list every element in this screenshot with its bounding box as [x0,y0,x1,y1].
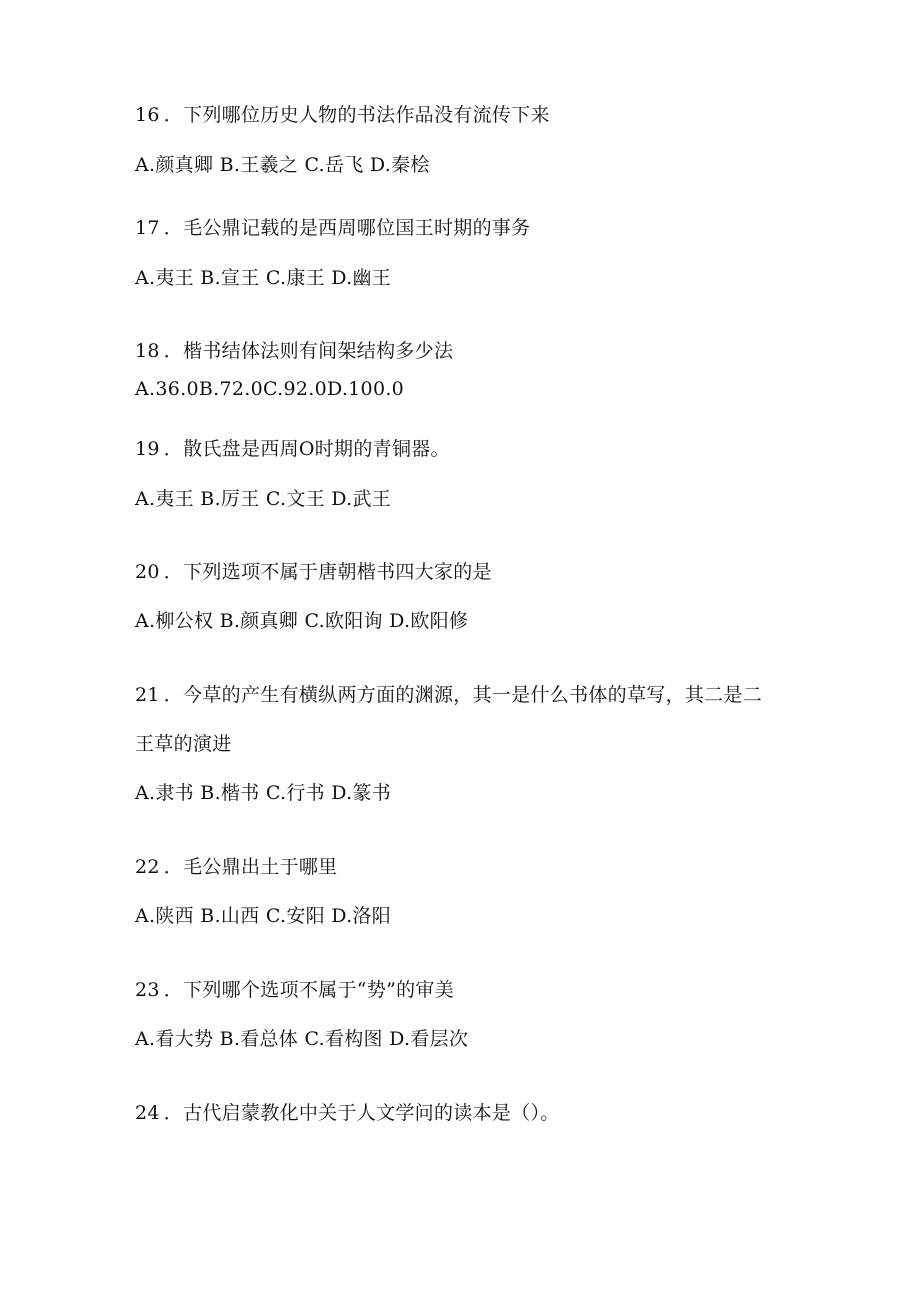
question-number: 24 [135,1102,160,1124]
question-text: ．散氏盘是西周O时期的青铜器。 [163,438,450,460]
question-17 [135,216,530,240]
question-number: 19 [135,438,160,460]
options-16: A.颜真卿 B.王羲之 C.岳飞 D.秦桧 [135,154,430,176]
question-number: 22 [135,856,160,878]
question-text: ．古代启蒙教化中关于人文学问的读本是（）。 [163,1102,560,1124]
question-number: 17 [135,217,160,239]
question-23 [135,978,454,1002]
question-number: 18 [135,340,160,362]
options-21: A.隶书 B.楷书 C.行书 D.篆书 [135,782,392,804]
question-22 [135,855,337,879]
question-24 [135,1101,560,1125]
question-number: 20 [135,561,160,583]
options-18: A.36.0B.72.0C.92.0D.100.0 [135,378,405,400]
question-text: ．下列哪个选项不属于“势”的审美 [163,979,455,1001]
options-23: A.看大势 B.看总体 C.看构图 D.看层次 [135,1028,469,1050]
options-22: A.陕西 B.山西 C.安阳 D.洛阳 [135,905,392,927]
question-19 [135,437,450,461]
question-number: 23 [135,979,160,1001]
options-20: A.柳公权 B.颜真卿 C.欧阳询 D.欧阳修 [135,610,469,632]
question-21 [135,683,762,707]
options-19: A.夷王 B.厉王 C.文王 D.武王 [135,488,392,510]
question-16 [135,103,550,127]
question-text: ．毛公鼎出土于哪里 [163,856,338,878]
question-number: 16 [135,104,160,126]
question-text: ．楷书结体法则有间架结构多少法 [163,340,454,362]
question-text: ．毛公鼎记载的是西周哪位国王时期的事务 [163,217,531,239]
question-21-continued: 王草的演进 [135,733,232,755]
question-text: ．下列选项不属于唐朝楷书四大家的是 [163,561,492,583]
question-20 [135,560,492,584]
options-17: A.夷王 B.宣王 C.康王 D.幽王 [135,267,392,289]
question-number: 21 [135,684,160,706]
question-18 [135,339,453,363]
question-text: ．下列哪位历史人物的书法作品没有流传下来 [163,104,550,126]
question-text: ．今草的产生有横纵两方面的渊源，其一是什么书体的草写，其二是二 [163,684,763,706]
